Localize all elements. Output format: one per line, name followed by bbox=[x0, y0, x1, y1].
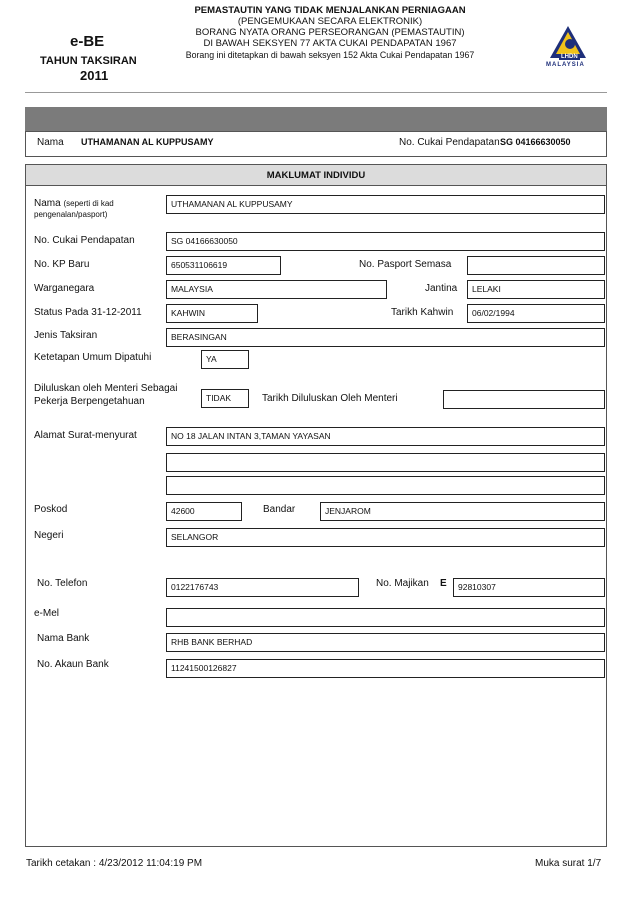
majikan-input[interactable]: 92810307 bbox=[453, 578, 605, 597]
majikan-prefix: E bbox=[440, 578, 447, 589]
header-divider bbox=[25, 92, 607, 93]
warga-label: Warganegara bbox=[34, 283, 95, 294]
jantina-label: Jantina bbox=[425, 283, 458, 294]
nama-note-2: pengenalan/pasport) bbox=[34, 210, 108, 219]
bank-input[interactable]: RHB BANK BERHAD bbox=[166, 633, 605, 652]
cukai-input[interactable]: SG 04166630050 bbox=[166, 232, 605, 251]
poskod-label: Poskod bbox=[34, 504, 68, 515]
form-line-4: DI BAWAH SEKSYEN 77 AKTA CUKAI PENDAPATAN 1967 bbox=[203, 38, 457, 49]
assessment-year: 2011 bbox=[80, 68, 109, 83]
assessment-year-label: TAHUN TAKSIRAN bbox=[40, 55, 137, 67]
kp-input[interactable]: 650531106619 bbox=[166, 256, 281, 275]
pasport-label: No. Pasport Semasa bbox=[359, 259, 452, 270]
summary-tax-value: SG 04166630050 bbox=[500, 137, 571, 147]
menteri-label-1: Diluluskan oleh Menteri Sebagai bbox=[34, 383, 178, 394]
menteri-input[interactable]: TIDAK bbox=[201, 389, 249, 408]
emel-label: e-Mel bbox=[34, 608, 60, 619]
telefon-label: No. Telefon bbox=[37, 578, 88, 589]
kahwin-input[interactable]: 06/02/1994 bbox=[467, 304, 605, 323]
warga-input[interactable]: MALAYSIA bbox=[166, 280, 387, 299]
pasport-input[interactable] bbox=[467, 256, 605, 275]
bank-label: Nama Bank bbox=[37, 633, 90, 644]
telefon-input[interactable]: 0122176743 bbox=[166, 578, 359, 597]
jenis-input[interactable]: BERASINGAN bbox=[166, 328, 605, 347]
bandar-label: Bandar bbox=[263, 504, 296, 515]
jenis-label: Jenis Taksiran bbox=[34, 330, 98, 341]
page-number: Muka surat 1/7 bbox=[535, 858, 602, 869]
lhdn-logo-subtext: MALAYSIA bbox=[546, 62, 585, 68]
section-header bbox=[25, 164, 607, 186]
status-input[interactable]: KAHWIN bbox=[166, 304, 258, 323]
emel-input[interactable] bbox=[166, 608, 605, 627]
jantina-input[interactable]: LELAKI bbox=[467, 280, 605, 299]
nama-label: Nama bbox=[34, 198, 61, 209]
form-line-5: Borang ini ditetapkan di bawah seksyen 152 Akta Cukai Pendapatan 1967 bbox=[185, 50, 475, 60]
form-line-3: BORANG NYATA ORANG PERSEORANGAN (PEMASTAUTIN) bbox=[195, 27, 465, 38]
lhdn-logo-text: LHDN bbox=[561, 54, 578, 60]
tarikh-menteri-label: Tarikh Diluluskan Oleh Menteri bbox=[262, 393, 398, 404]
bandar-input[interactable]: JENJAROM bbox=[320, 502, 605, 521]
cukai-label: No. Cukai Pendapatan bbox=[34, 235, 135, 246]
negeri-label: Negeri bbox=[34, 530, 64, 541]
lhdn-logo bbox=[540, 22, 600, 70]
tarikh-menteri-input[interactable] bbox=[443, 390, 605, 409]
akaun-label: No. Akaun Bank bbox=[37, 659, 109, 670]
alamat-line-3[interactable] bbox=[166, 476, 605, 495]
alamat-line-2[interactable] bbox=[166, 453, 605, 472]
alamat-line-1[interactable]: NO 18 JALAN INTAN 3,TAMAN YAYASAN bbox=[166, 427, 605, 446]
kahwin-label: Tarikh Kahwin bbox=[391, 307, 454, 318]
alamat-label: Alamat Surat-menyurat bbox=[34, 430, 137, 441]
nama-note: (seperti di kad bbox=[63, 199, 114, 208]
negeri-input[interactable]: SELANGOR bbox=[166, 528, 605, 547]
ketetapan-label: Ketetapan Umum Dipatuhi bbox=[34, 352, 152, 363]
akaun-input[interactable]: 11241500126827 bbox=[166, 659, 605, 678]
status-label: Status Pada 31-12-2011 bbox=[34, 307, 142, 318]
print-date: Tarikh cetakan : 4/23/2012 11:04:19 PM bbox=[26, 858, 203, 869]
form-title: PEMASTAUTIN YANG TIDAK MENJALANKAN PERNIAGAAN bbox=[194, 5, 466, 16]
section-title: MAKLUMAT INDIVIDU bbox=[266, 169, 366, 181]
form-subtitle: (PENGEMUKAAN SECARA ELEKTRONIK) bbox=[237, 16, 423, 27]
ketetapan-input[interactable]: YA bbox=[201, 350, 249, 369]
summary-name-label: Nama bbox=[37, 137, 64, 148]
majikan-label: No. Majikan bbox=[376, 578, 429, 589]
poskod-input[interactable]: 42600 bbox=[166, 502, 242, 521]
grey-header-bar bbox=[25, 107, 607, 131]
summary-name-value: UTHAMANAN AL KUPPUSAMY bbox=[81, 137, 214, 147]
nama-input[interactable]: UTHAMANAN AL KUPPUSAMY bbox=[166, 195, 605, 214]
form-code: e-BE bbox=[70, 33, 105, 50]
menteri-label-2: Pekerja Berpengetahuan bbox=[34, 396, 145, 407]
summary-tax-label: No. Cukai Pendapatan bbox=[399, 137, 500, 148]
field-nama-label bbox=[34, 198, 114, 209]
kp-label: No. KP Baru bbox=[34, 259, 90, 270]
